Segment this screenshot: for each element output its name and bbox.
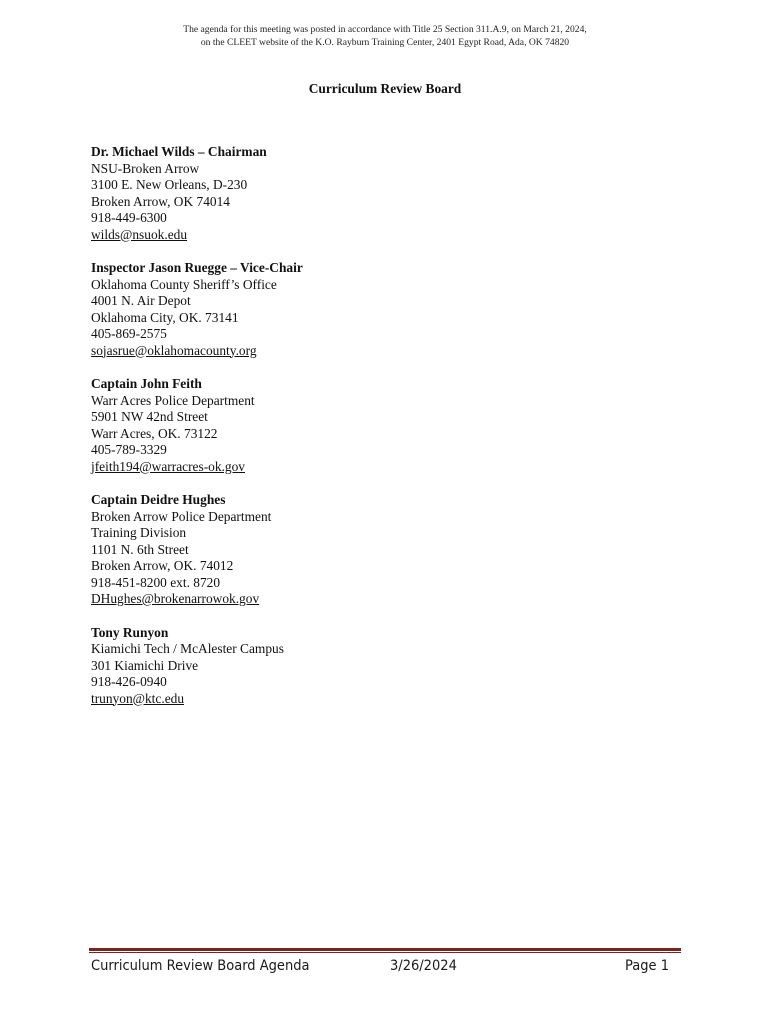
member-phone: 405-789-3329 (91, 442, 167, 457)
member-email-link[interactable]: sojasrue@oklahomacounty.org (91, 342, 257, 358)
member-address-city: Oklahoma City, OK. 73141 (91, 309, 239, 325)
member-phone: 918-449-6300 (91, 210, 167, 225)
member-address-city: Broken Arrow, OK. 74012 (91, 558, 234, 573)
member-entry (91, 144, 691, 243)
member-list (91, 144, 691, 724)
member-address-street: 301 Kiamichi Drive (91, 657, 199, 673)
member-organization: Broken Arrow Police Department (91, 508, 272, 524)
member-entry (91, 260, 691, 359)
member-phone: 918-426-0940 (91, 674, 167, 689)
member-phone: 405-869-2575 (91, 326, 167, 341)
member-division: Training Division (91, 525, 187, 540)
footer-page-number: Page 1 (625, 958, 669, 974)
posting-notice-line-2: on the CLEET website of the K.O. Rayburn Training Center, 2401 Egypt Road, Ada, OK 74820 (200, 37, 570, 48)
member-entry (91, 492, 691, 608)
page-footer (91, 956, 671, 976)
member-address-city: Warr Acres, OK. 73122 (91, 425, 218, 441)
posting-notice (0, 23, 770, 49)
footer-divider-thick (89, 948, 681, 951)
member-organization: Warr Acres Police Department (91, 392, 255, 408)
posting-notice-line-1: The agenda for this meeting was posted in accordance with Title 25 Section 311.A.9, on March 21, 2024, (183, 24, 587, 35)
member-organization: Kiamichi Tech / McAlester Campus (91, 641, 284, 656)
member-email-link[interactable]: DHughes@brokenarrowok.gov (91, 591, 260, 606)
page-title: Curriculum Review Board (308, 81, 462, 96)
member-name: Captain Deidre Hughes (91, 492, 226, 507)
member-address-city: Broken Arrow, OK 74014 (91, 193, 230, 209)
member-address-street: 4001 N. Air Depot (91, 293, 191, 308)
member-organization: Oklahoma County Sheriff’s Office (91, 276, 277, 292)
member-address-street: 1101 N. 6th Street (91, 541, 189, 557)
member-name: Inspector Jason Ruegge – Vice-Chair (91, 260, 303, 275)
member-email-link[interactable]: wilds@nsuok.edu (91, 226, 188, 242)
member-address-street: 3100 E. New Orleans, D-230 (91, 177, 248, 192)
member-name: Tony Runyon (91, 624, 169, 640)
member-name: Dr. Michael Wilds – Chairman (91, 144, 267, 159)
member-address-street: 5901 NW 42nd Street (91, 409, 208, 424)
member-organization: NSU-Broken Arrow (91, 160, 200, 176)
member-entry (91, 376, 691, 475)
footer-date: 3/26/2024 (390, 958, 457, 974)
member-name: Captain John Feith (91, 376, 202, 391)
footer-document-title: Curriculum Review Board Agenda (91, 958, 310, 974)
footer-divider-thin (89, 952, 681, 953)
member-email-link[interactable]: trunyon@ktc.edu (91, 690, 185, 706)
member-entry (91, 625, 691, 708)
member-email-link[interactable]: jfeith194@warracres-ok.gov (91, 458, 245, 474)
member-phone: 918-451-8200 ext. 8720 (91, 574, 221, 590)
